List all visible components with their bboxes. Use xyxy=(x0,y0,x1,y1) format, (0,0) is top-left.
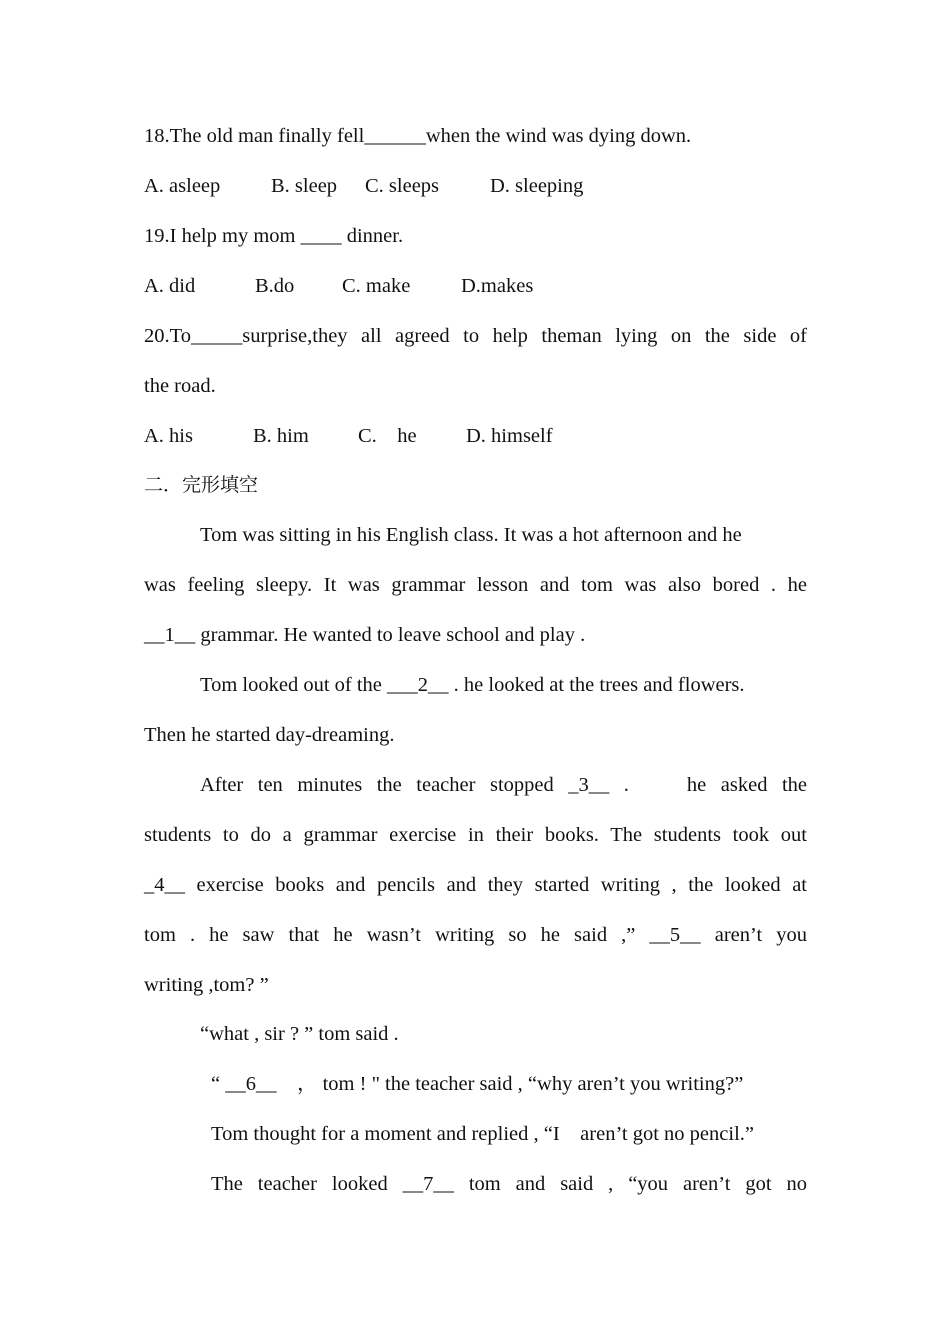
question-18-stem: 18.The old man finally fell______when the wind was dying down. xyxy=(144,125,692,147)
passage-line: was feeling sleepy. It was grammar lesson and tom was also bored . he xyxy=(144,574,807,596)
option-c: C. he xyxy=(358,425,417,447)
passage-line: Tom looked out of the ___2__ . he looked at the trees and flowers. xyxy=(200,674,745,696)
passage-line: “what , sir ? ” tom said . xyxy=(200,1023,399,1045)
option-a: A. did xyxy=(144,275,196,297)
option-b: B. him xyxy=(253,425,309,447)
option-b: B.do xyxy=(255,275,295,297)
question-20-stem-line-2: the road. xyxy=(144,375,216,397)
passage-line: After ten minutes the teacher stopped _3__ . he asked the xyxy=(200,774,807,796)
passage-line: Tom thought for a moment and replied , “I aren’t got no pencil.” xyxy=(211,1123,754,1145)
passage-line: students to do a grammar exercise in their books. The students took out xyxy=(144,824,807,846)
question-19-stem: 19.I help my mom ____ dinner. xyxy=(144,225,404,247)
passage-line: tom . he saw that he wasn’t writing so he said ,” __5__ aren’t you xyxy=(144,924,807,946)
passage-line: “ __6__ ， tom ! " the teacher said , “why aren’t you writing?” xyxy=(211,1073,744,1095)
passage-line: The teacher looked __7__ tom and said , “you aren’t got no xyxy=(211,1173,807,1195)
passage-line: __1__ grammar. He wanted to leave school and play . xyxy=(144,624,586,646)
section-title: 二．完形填空 xyxy=(144,474,259,496)
option-c: C. sleeps xyxy=(365,175,440,197)
passage-line: Tom was sitting in his English class. It was a hot afternoon and he xyxy=(200,524,742,546)
passage-line: Then he started day-dreaming. xyxy=(144,724,395,746)
option-d: D.makes xyxy=(461,275,534,297)
passage-line: _4__ exercise books and pencils and they started writing , the looked at xyxy=(144,874,807,896)
option-a: A. asleep xyxy=(144,175,221,197)
passage-line: writing ,tom? ” xyxy=(144,974,269,996)
option-b: B. sleep xyxy=(271,175,338,197)
option-a: A. his xyxy=(144,425,193,447)
option-d: D. himself xyxy=(466,425,553,447)
option-d: D. sleeping xyxy=(490,175,584,197)
question-20-stem-line-1: 20.To_____surprise,they all agreed to help theman lying on the side of xyxy=(144,325,807,347)
option-c: C. make xyxy=(342,275,411,297)
